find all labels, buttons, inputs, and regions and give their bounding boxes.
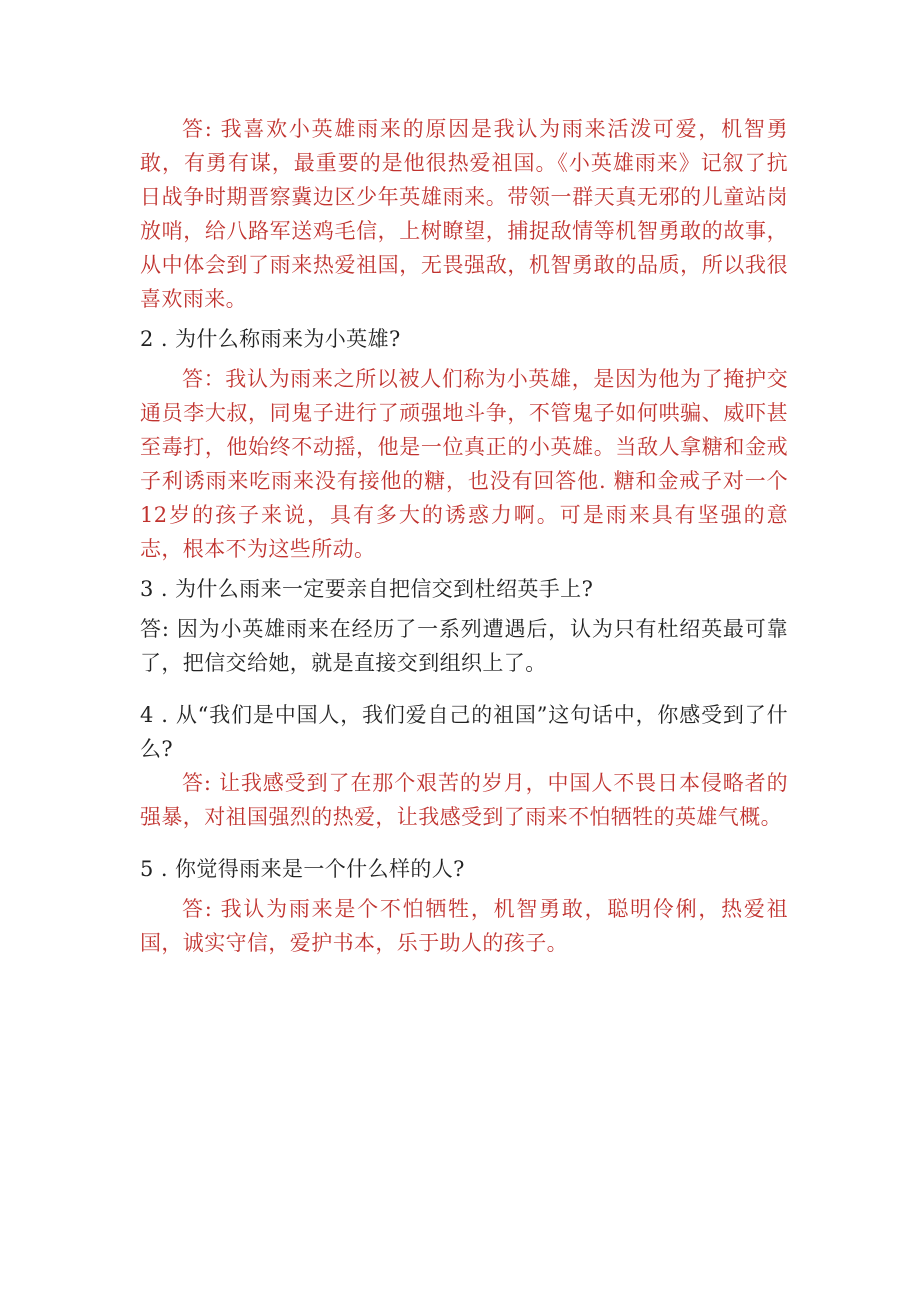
question-2: 2 . 为什么称雨来为小英雄? — [140, 327, 401, 351]
question-5: 5 . 你觉得雨来是一个什么样的人? — [140, 857, 465, 881]
answer-5: 答: 我认为雨来是个不怕牺牲，机智勇敢，聪明伶俐，热爱祖国，诚实守信，爱护书本，乐于助人的孩子。 — [140, 897, 788, 955]
document-page — [140, 112, 788, 960]
answer-1: 答: 我喜欢小英雄雨来的原因是我认为雨来活泼可爱，机智勇敢，有勇有谋，最重要的是他很热爱祖国。《小英雄雨来》记叙了抗日战争时期晋察冀边区少年英雄雨来。带领一群天真无邪的儿童站岗放哨，给八路军送鸡毛信，上树瞭望，捕捉敌情等机智勇敢的故事，从中体会到了雨来热爱祖国，无畏强敌，机智勇敢的品质，所以我很喜欢雨来。 — [140, 117, 788, 311]
answer-3: 答: 因为小英雄雨来在经历了一系列遭遇后，认为只有杜绍英最可靠了，把信交给她，就是直接交到组织上了。 — [140, 617, 788, 675]
question-4: 4 . 从“我们是中国人，我们爱自己的祖国”这句话中，你感受到了什么? — [140, 703, 788, 761]
question-3: 3 . 为什么雨来一定要亲自把信交到杜绍英手上? — [140, 577, 594, 601]
answer-4: 答: 让我感受到了在那个艰苦的岁月，中国人不畏日本侵略者的强暴，对祖国强烈的热爱，让我感受到了雨来不怕牺牲的英雄气概。 — [140, 771, 788, 829]
answer-2: 答：我认为雨来之所以被人们称为小英雄，是因为他为了掩护交通员李大叔，同鬼子进行了顽强地斗争，不管鬼子如何哄骗、威吓甚至毒打，他始终不动摇，他是一位真正的小英雄。当敌人拿糖和金戒子利诱雨来吃雨来没有接他的糖，也没有回答他. 糖和金戒子对一个12岁的孩子来说，具有多大的诱惑力啊。可是雨来具有坚强的意志，根本不为这些所动。 — [140, 367, 788, 561]
